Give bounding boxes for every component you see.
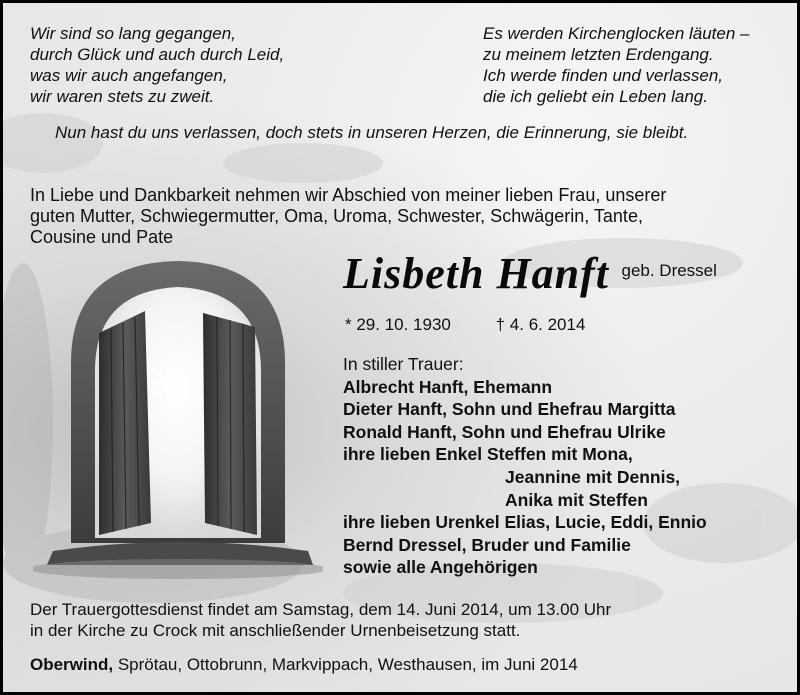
mourner-line: Anika mit Steffen xyxy=(505,489,648,510)
service-line: in der Kirche zu Crock mit anschließender Urnenbeisetzung statt. xyxy=(30,621,521,640)
poem-right-line: Ich werde finden und verlassen, xyxy=(483,66,724,85)
poem-left-line: Wir sind so lang gegangen, xyxy=(30,24,236,43)
birth-date: * 29. 10. 1930 xyxy=(345,315,451,334)
mourner-line: ihre lieben Urenkel Elias, Lucie, Eddi, Ennio xyxy=(343,512,707,533)
intro-line: Cousine und Pate xyxy=(30,227,174,247)
open-door-illustration xyxy=(33,253,323,583)
service-line: Der Trauergottesdienst findet am Samstag, dem 14. Juni 2014, um 13.00 Uhr xyxy=(30,600,612,619)
deceased-name: Lisbeth Hanft xyxy=(343,249,610,298)
poem-left-line: durch Glück und auch durch Leid, xyxy=(30,45,285,64)
deceased-name-row xyxy=(343,248,717,299)
mourners-list xyxy=(343,353,707,579)
poem-right-line: zu meinem letzten Erdengang. xyxy=(483,45,714,64)
intro-text xyxy=(30,185,666,248)
intro-line: guten Mutter, Schwiegermutter, Oma, Uroma, Schwester, Schwägerin, Tante, xyxy=(30,206,643,226)
death-date: † 4. 6. 2014 xyxy=(495,315,586,334)
mourner-line: Bernd Dressel, Bruder und Familie xyxy=(343,534,631,555)
places-line xyxy=(30,655,578,675)
poem-left-line: was wir auch angefangen, xyxy=(30,66,228,85)
life-dates xyxy=(345,315,585,335)
mourners-heading: In stiller Trauer: xyxy=(343,354,464,374)
poem-right-line: die ich geliebt ein Leben lang. xyxy=(483,87,708,106)
mourner-line: Jeannine mit Dennis, xyxy=(505,466,681,487)
mourner-line: Ronald Hanft, Sohn und Ehefrau Ulrike xyxy=(343,421,666,442)
poem-right-line: Es werden Kirchenglocken läuten – xyxy=(483,24,750,43)
mourner-line: sowie alle Angehörigen xyxy=(343,557,538,578)
poem-right xyxy=(483,23,750,107)
mourner-line: Albrecht Hanft, Ehemann xyxy=(343,376,553,397)
home-town: Oberwind, xyxy=(30,655,114,674)
poem-left-line: wir waren stets zu zweit. xyxy=(30,87,215,106)
memorial-line: Nun hast du uns verlassen, doch stets in unseren Herzen, die Erinnerung, sie bleibt. xyxy=(55,123,689,142)
intro-line: In Liebe und Dankbarkeit nehmen wir Abschied von meiner lieben Frau, unserer xyxy=(30,185,667,205)
service-info xyxy=(30,599,611,641)
maiden-name: geb. Dressel xyxy=(621,261,717,280)
mourner-line: ihre lieben Enkel Steffen mit Mona, xyxy=(343,444,633,465)
other-places: Sprötau, Ottobrunn, Markvippach, Westhausen, im Juni 2014 xyxy=(113,655,578,674)
mourner-line: Dieter Hanft, Sohn und Ehefrau Margitta xyxy=(343,399,676,420)
poem-left xyxy=(30,23,284,107)
